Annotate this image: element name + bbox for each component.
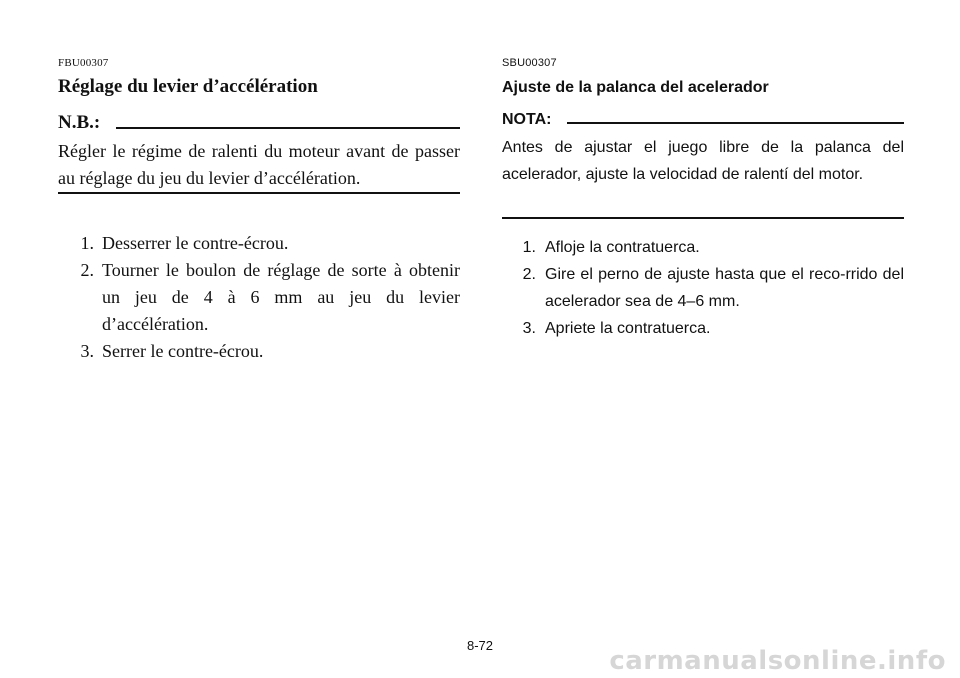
step-text: Afloje la contratuerca. [545,239,700,256]
note-text: Antes de ajustar el juego libre de la palanca del acelerador, ajuste la velocidad de ralentí del motor. [502,139,904,183]
step-number: 1. [522,239,536,256]
section-title: Ajuste de la palanca del acelerador [502,79,769,96]
note-header [502,111,904,129]
step-item [502,315,904,342]
note-text: Régler le régime de ralenti du moteur avant de passer au réglage du jeu du levier d’accélération. [58,141,460,188]
section-title: Réglage du levier d’accélération [58,76,318,97]
step-text: Desserrer le contre-écrou. [102,233,289,253]
note-end-divider [58,192,460,194]
step-number: 3. [80,341,94,361]
step-item [58,257,460,338]
step-text: Gire el perno de ajuste hasta que el reco-rrido del acelerador sea de 4–6 mm. [545,266,904,310]
step-item [58,230,460,257]
watermark: carmanualsonline.info [609,646,946,676]
note-end-divider [502,217,904,219]
step-number: 3. [522,320,536,337]
note-divider [116,127,460,129]
step-text: Serrer le contre-écrou. [102,341,264,361]
step-item [502,261,904,315]
step-number: 2. [522,266,536,283]
step-list [502,234,904,342]
step-item [502,234,904,261]
step-list [58,230,460,365]
step-item [58,338,460,365]
note-label: N.B.: [58,112,101,133]
section-code: SBU00307 [502,57,557,69]
note-label: NOTA: [502,111,552,128]
step-number: 1. [80,233,94,253]
step-text: Apriete la contratuerca. [545,320,711,337]
step-number: 2. [80,260,94,280]
note-divider [567,122,904,124]
section-code: FBU00307 [58,57,109,69]
page-number: 8-72 [466,638,494,653]
note-header [58,112,460,134]
step-text: Tourner le boulon de réglage de sorte à obtenir un jeu de 4 à 6 mm au jeu du levier d’accélération. [102,260,460,334]
